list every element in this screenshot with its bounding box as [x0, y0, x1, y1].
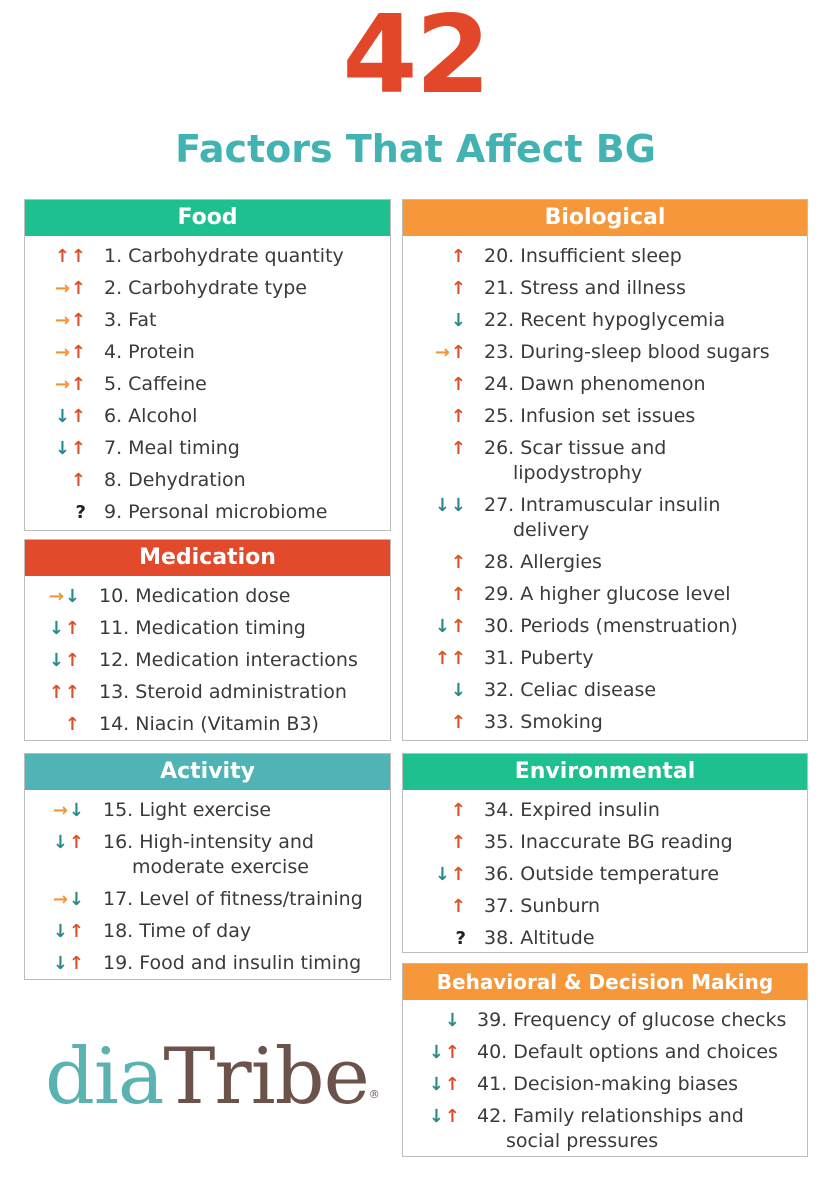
item-label: 15. Light exercise	[103, 798, 272, 821]
list-item	[25, 368, 390, 400]
list-item	[403, 922, 807, 954]
list-item	[403, 1100, 807, 1157]
arrow-down-icon: ↓	[434, 615, 451, 637]
page-title: Factors That Affect BG	[175, 127, 656, 171]
item-label: 2. Carbohydrate type	[104, 276, 307, 299]
direction-arrows	[25, 616, 81, 641]
panel-medication	[24, 539, 391, 741]
arrow-up-icon: ↑	[64, 649, 81, 671]
list-item	[25, 272, 390, 304]
arrow-up-icon: ↑	[450, 711, 467, 733]
arrow-up-icon: ↑	[70, 277, 87, 299]
panel-medication-title: Medication	[25, 540, 390, 576]
direction-arrows	[403, 436, 467, 461]
question-mark-icon: ?	[75, 501, 87, 523]
arrow-up-icon: ↑	[70, 245, 87, 267]
list-item	[403, 240, 807, 272]
direction-arrows	[403, 308, 467, 333]
direction-arrows	[403, 1008, 461, 1033]
item-label-continued: delivery	[513, 518, 590, 541]
item-label: 11. Medication timing	[99, 616, 306, 639]
item-label: 39. Frequency of glucose checks	[477, 1008, 787, 1031]
arrow-up-icon: ↑	[70, 309, 87, 331]
item-label: 7. Meal timing	[104, 436, 240, 459]
arrow-up-icon: ↑	[68, 920, 85, 942]
item-label: 36. Outside temperature	[484, 862, 720, 885]
arrow-up-icon: ↑	[450, 863, 467, 885]
panel-food	[24, 199, 391, 531]
list-item	[25, 612, 390, 644]
item-label: 23. During-sleep blood sugars	[484, 340, 770, 363]
list-item	[403, 1036, 807, 1068]
arrow-down-icon: ↓	[52, 920, 69, 942]
panel-activity-title: Activity	[25, 754, 390, 790]
list-item	[403, 336, 807, 368]
item-label: 6. Alcohol	[104, 404, 198, 427]
arrow-down-icon: ↓	[68, 799, 85, 821]
question-mark-icon: ?	[455, 927, 467, 949]
item-label: 35. Inaccurate BG reading	[484, 830, 733, 853]
arrow-down-icon: ↓	[54, 437, 71, 459]
item-label-continued: moderate exercise	[132, 855, 309, 878]
direction-arrows	[403, 798, 467, 823]
list-item	[25, 644, 390, 676]
list-food	[25, 236, 390, 528]
panel-environmental-title: Environmental	[403, 754, 807, 790]
list-item	[25, 794, 390, 826]
arrow-up-icon: ↑	[444, 1073, 461, 1095]
direction-arrows	[25, 404, 87, 429]
list-item	[25, 915, 390, 947]
item-label: 12. Medication interactions	[99, 648, 358, 671]
list-item	[25, 708, 390, 740]
direction-arrows	[403, 678, 467, 703]
list-item	[25, 580, 390, 612]
arrow-up-icon: ↑	[450, 245, 467, 267]
item-label: 42. Family relationships and	[477, 1104, 744, 1127]
list-medication	[25, 576, 390, 740]
direction-arrows	[25, 680, 81, 705]
direction-arrows	[403, 926, 467, 951]
arrow-up-icon: ↑	[64, 681, 81, 703]
arrow-up-icon: ↑	[450, 277, 467, 299]
direction-arrows	[403, 493, 467, 518]
direction-arrows	[403, 276, 467, 301]
arrow-up-icon: ↑	[70, 469, 87, 491]
list-item	[403, 304, 807, 336]
list-item	[25, 304, 390, 336]
item-label: 38. Altitude	[484, 926, 595, 949]
arrow-up-icon: ↑	[64, 617, 81, 639]
arrow-right-icon: →	[54, 277, 71, 299]
list-item	[25, 496, 390, 528]
arrow-up-icon: ↑	[450, 831, 467, 853]
arrow-right-icon: →	[54, 373, 71, 395]
direction-arrows	[25, 919, 85, 944]
panel-biological	[402, 199, 808, 741]
list-item	[25, 826, 390, 883]
list-item	[25, 336, 390, 368]
direction-arrows	[403, 582, 467, 607]
list-item	[403, 610, 807, 642]
list-item	[403, 578, 807, 610]
list-item	[25, 432, 390, 464]
direction-arrows	[25, 648, 81, 673]
direction-arrows	[25, 830, 85, 855]
arrow-up-icon: ↑	[70, 405, 87, 427]
arrow-right-icon: →	[54, 341, 71, 363]
arrow-up-icon: ↑	[48, 681, 65, 703]
arrow-down-icon: ↓	[428, 1073, 445, 1095]
arrow-up-icon: ↑	[450, 341, 467, 363]
direction-arrows	[25, 372, 87, 397]
item-label-continued: lipodystrophy	[513, 461, 643, 484]
direction-arrows	[403, 372, 467, 397]
arrow-up-icon: ↑	[70, 373, 87, 395]
arrow-up-icon: ↑	[450, 551, 467, 573]
item-label: 40. Default options and choices	[477, 1040, 778, 1063]
item-label: 9. Personal microbiome	[104, 500, 328, 523]
list-item	[403, 794, 807, 826]
direction-arrows	[25, 951, 85, 976]
list-item	[25, 676, 390, 708]
direction-arrows	[403, 550, 467, 575]
diatribe-logo	[45, 1032, 379, 1122]
item-label: 21. Stress and illness	[484, 276, 686, 299]
arrow-up-icon: ↑	[64, 713, 81, 735]
item-label: 3. Fat	[104, 308, 157, 331]
direction-arrows	[403, 894, 467, 919]
item-label: 24. Dawn phenomenon	[484, 372, 706, 395]
arrow-down-icon: ↓	[52, 952, 69, 974]
arrow-up-icon: ↑	[70, 437, 87, 459]
item-label: 41. Decision-making biases	[477, 1072, 739, 1095]
direction-arrows	[25, 712, 81, 737]
item-label: 14. Niacin (Vitamin B3)	[99, 712, 319, 735]
arrow-down-icon: ↓	[64, 585, 81, 607]
direction-arrows	[25, 500, 87, 525]
arrow-right-icon: →	[52, 888, 69, 910]
logo-dia: dia	[45, 1032, 164, 1122]
arrow-up-icon: ↑	[444, 1105, 461, 1127]
direction-arrows	[25, 276, 87, 301]
list-item	[25, 883, 390, 915]
direction-arrows	[403, 646, 467, 671]
direction-arrows	[403, 1104, 461, 1129]
item-label: 29. A higher glucose level	[484, 582, 731, 605]
arrow-right-icon: →	[48, 585, 65, 607]
item-label: 34. Expired insulin	[484, 798, 660, 821]
direction-arrows	[25, 584, 81, 609]
list-item	[25, 240, 390, 272]
list-item	[403, 432, 807, 489]
direction-arrows	[403, 1072, 461, 1097]
direction-arrows	[25, 308, 87, 333]
list-item	[403, 546, 807, 578]
arrow-down-icon: ↓	[48, 617, 65, 639]
arrow-up-icon: ↑	[54, 245, 71, 267]
panel-behavioral	[402, 963, 808, 1157]
direction-arrows	[403, 710, 467, 735]
list-item	[25, 400, 390, 432]
arrow-up-icon: ↑	[450, 647, 467, 669]
arrow-down-icon: ↓	[52, 831, 69, 853]
arrow-down-icon: ↓	[428, 1041, 445, 1063]
list-behavioral	[403, 1000, 807, 1157]
item-label: 10. Medication dose	[99, 584, 291, 607]
direction-arrows	[25, 798, 85, 823]
list-item	[25, 464, 390, 496]
item-label: 28. Allergies	[484, 550, 602, 573]
arrow-up-icon: ↑	[68, 952, 85, 974]
panel-activity	[24, 753, 391, 980]
list-item	[403, 368, 807, 400]
arrow-up-icon: ↑	[444, 1041, 461, 1063]
list-item	[403, 400, 807, 432]
arrow-down-icon: ↓	[54, 405, 71, 427]
arrow-down-icon: ↓	[428, 1105, 445, 1127]
list-biological	[403, 236, 807, 738]
direction-arrows	[25, 340, 87, 365]
item-label: 30. Periods (menstruation)	[484, 614, 738, 637]
item-label: 8. Dehydration	[104, 468, 246, 491]
direction-arrows	[403, 244, 467, 269]
direction-arrows	[403, 862, 467, 887]
direction-arrows	[403, 1040, 461, 1065]
list-item	[403, 1004, 807, 1036]
item-label: 18. Time of day	[103, 919, 252, 942]
panel-behavioral-title: Behavioral & Decision Making	[403, 964, 807, 1000]
arrow-down-icon: ↓	[68, 888, 85, 910]
item-label: 13. Steroid administration	[99, 680, 347, 703]
arrow-up-icon: ↑	[450, 437, 467, 459]
item-label: 17. Level of fitness/training	[103, 887, 363, 910]
list-item	[403, 642, 807, 674]
arrow-up-icon: ↑	[450, 373, 467, 395]
arrow-up-icon: ↑	[434, 647, 451, 669]
arrow-up-icon: ↑	[450, 895, 467, 917]
item-label: 4. Protein	[104, 340, 195, 363]
item-label: 22. Recent hypoglycemia	[484, 308, 726, 331]
arrow-up-icon: ↑	[68, 831, 85, 853]
arrow-up-icon: ↑	[70, 341, 87, 363]
arrow-up-icon: ↑	[450, 583, 467, 605]
arrow-down-icon: ↓	[434, 494, 451, 516]
list-item	[403, 272, 807, 304]
item-label: 16. High-intensity and	[103, 830, 314, 853]
headline-number: 42	[342, 0, 489, 118]
arrow-down-icon: ↓	[48, 649, 65, 671]
direction-arrows	[25, 468, 87, 493]
direction-arrows	[25, 887, 85, 912]
arrow-right-icon: →	[434, 341, 451, 363]
arrow-down-icon: ↓	[450, 494, 467, 516]
item-label: 32. Celiac disease	[484, 678, 657, 701]
direction-arrows	[25, 436, 87, 461]
item-label: 37. Sunburn	[484, 894, 601, 917]
item-label: 20. Insufficient sleep	[484, 244, 682, 267]
item-label: 33. Smoking	[484, 710, 603, 733]
item-label-continued: social pressures	[506, 1129, 659, 1152]
item-label: 26. Scar tissue and	[484, 436, 667, 459]
direction-arrows	[403, 340, 467, 365]
registered-mark: ®	[368, 1088, 379, 1101]
arrow-down-icon: ↓	[444, 1009, 461, 1031]
list-item	[403, 489, 807, 546]
list-environmental	[403, 790, 807, 954]
panel-environmental	[402, 753, 808, 953]
item-label: 19. Food and insulin timing	[103, 951, 362, 974]
list-item	[403, 706, 807, 738]
item-label: 31. Puberty	[484, 646, 594, 669]
direction-arrows	[403, 614, 467, 639]
list-item	[403, 826, 807, 858]
arrow-down-icon: ↓	[450, 679, 467, 701]
list-item	[403, 1068, 807, 1100]
arrow-up-icon: ↑	[450, 405, 467, 427]
arrow-up-icon: ↑	[450, 799, 467, 821]
panel-food-title: Food	[25, 200, 390, 236]
arrow-down-icon: ↓	[450, 309, 467, 331]
logo-tribe: Tribe	[163, 1032, 369, 1122]
arrow-up-icon: ↑	[450, 615, 467, 637]
arrow-down-icon: ↓	[434, 863, 451, 885]
direction-arrows	[25, 244, 87, 269]
list-item	[25, 947, 390, 979]
list-item	[403, 674, 807, 706]
list-item	[403, 890, 807, 922]
list-activity	[25, 790, 390, 979]
arrow-right-icon: →	[52, 799, 69, 821]
panel-biological-title: Biological	[403, 200, 807, 236]
item-label: 1. Carbohydrate quantity	[104, 244, 344, 267]
direction-arrows	[403, 830, 467, 855]
item-label: 5. Caffeine	[104, 372, 207, 395]
arrow-right-icon: →	[54, 309, 71, 331]
item-label: 25. Infusion set issues	[484, 404, 696, 427]
item-label: 27. Intramuscular insulin	[484, 493, 721, 516]
direction-arrows	[403, 404, 467, 429]
list-item	[403, 858, 807, 890]
